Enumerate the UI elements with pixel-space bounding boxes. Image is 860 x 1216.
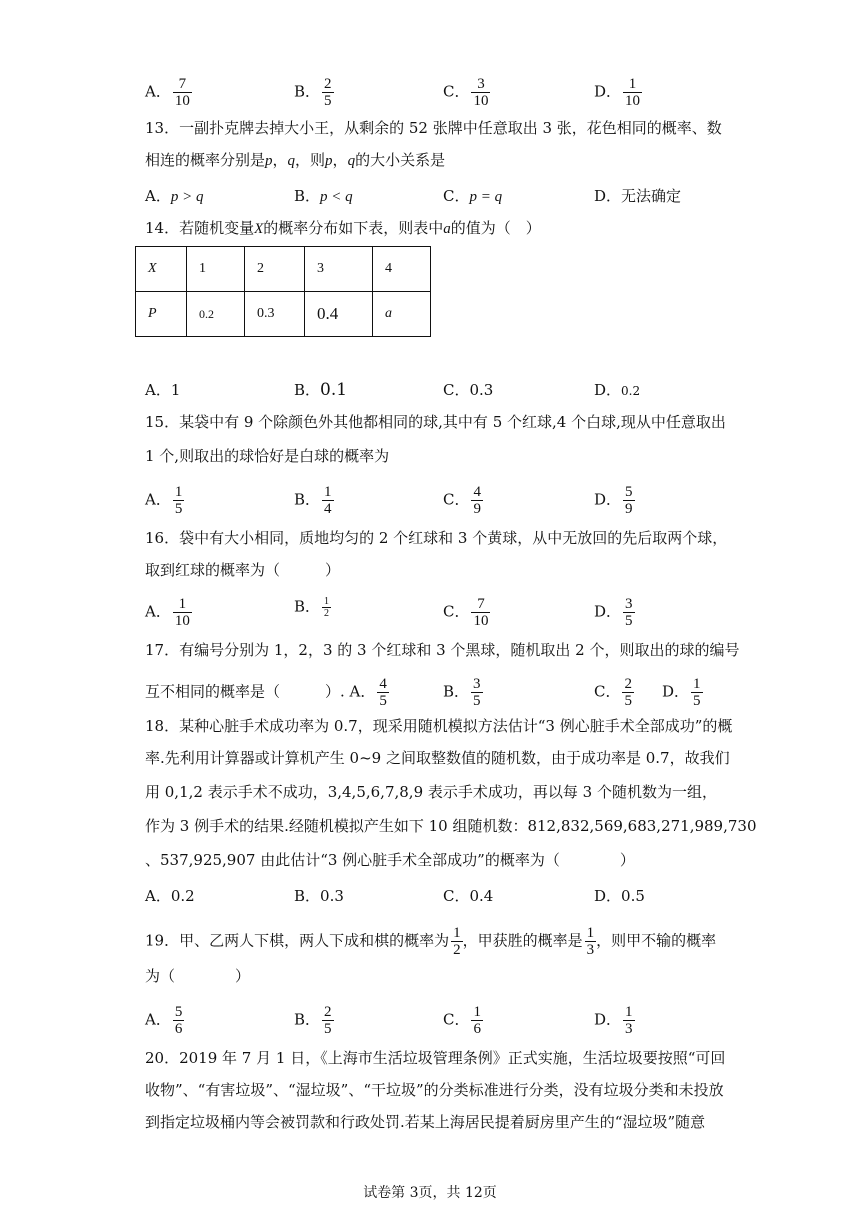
q15-option-c: C． $\frac{4}{9}$ <box>443 484 481 517</box>
q20-stem-line3: 到指定垃圾桶内等会被罚款和行政处罚.若某上海居民提着厨房里产生的“湿垃圾”随意 <box>145 1113 706 1131</box>
table-cell: 2 <box>245 247 305 292</box>
q15-option-b: B． $\frac{1}{4}$ <box>294 484 332 517</box>
q15-stem-line2: 1 个,则取出的球恰好是白球的概率为 <box>145 447 390 465</box>
q18-option-a: A．0.2 <box>145 887 195 905</box>
q16-stem-line1: 16．袋中有大小相同，质地均匀的 2 个红球和 3 个黄球，从中无放回的先后取两个球， <box>145 529 728 547</box>
q17-option-b: B． $\frac{3}{5}$ <box>443 676 481 709</box>
q19-stem-line1: 19．甲、乙两人下棋，两人下成和棋的概率为 $\frac{1}{2}$ ，甲获胜的概率是 $\frac{1}{3}$ ，则甲不输的概率 <box>145 925 717 958</box>
q17-stem-line2: 互不相同的概率是（ ）. A． $\frac{4}{5}$ <box>145 676 387 709</box>
q15-option-a: A． $\frac{1}{5}$ <box>145 484 183 517</box>
q18-option-c: C．0.4 <box>443 887 494 905</box>
q17-option-c: C． $\frac{2}{5}$ <box>594 676 632 709</box>
q18-stem-line5: 、537,925,907 由此估计“3 例心脏手术全部成功”的概率为（ ） <box>145 851 635 869</box>
q13-stem-line2: 相连的概率分别是p，q，则p，q的大小关系是 <box>145 151 446 169</box>
q12-option-a: A． $\frac{7}{10}$ <box>145 76 190 109</box>
q18-stem-line4: 作为 3 例手术的结果.经随机模拟产生如下 10 组随机数：812,832,569,683,271,989,730 <box>145 817 757 835</box>
q13-option-a: A．p > q <box>145 187 204 205</box>
q14-option-c: C．0.3 <box>443 381 494 399</box>
table-cell: 3 <box>305 247 373 292</box>
q19-option-c: C． $\frac{1}{6}$ <box>443 1004 481 1037</box>
q18-stem-line2: 率.先利用计算器或计算机产生 0~9 之间取整数值的随机数，由于成功率是 0.7，故我们 <box>145 749 730 767</box>
table-cell: 1 <box>187 247 245 292</box>
q16-option-a: A． $\frac{1}{10}$ <box>145 596 190 629</box>
table-cell: P <box>136 292 187 337</box>
table-cell: X <box>136 247 187 292</box>
q19-stem-line2: 为（ ） <box>145 967 251 985</box>
q12-option-d: D． $\frac{1}{10}$ <box>594 76 641 109</box>
q13-option-b: B．p < q <box>294 187 353 205</box>
q18-stem-line1: 18．某种心脏手术成功率为 0.7，现采用随机模拟方法估计“3 例心脏手术全部成功”的概 <box>145 717 733 735</box>
q20-stem-line2: 收物”、“有害垃圾”、“湿垃圾”、“干垃圾”的分类标准进行分类，没有垃圾分类和未投放 <box>145 1081 724 1099</box>
q13-option-c: C．p = q <box>443 187 503 205</box>
q17-option-d: D． $\frac{1}{5}$ <box>662 676 701 709</box>
q15-stem-line1: 15．某袋中有 9 个除颜色外其他都相同的球,其中有 5 个红球,4 个白球,现从中任意取出 <box>145 413 726 431</box>
table-cell: a <box>373 292 431 337</box>
q16-option-b: B． $\frac{1}{2}$ <box>294 596 330 619</box>
table-cell: 0.2 <box>187 292 245 337</box>
q12-option-b: B． $\frac{2}{5}$ <box>294 76 332 109</box>
q13-stem-line1: 13．一副扑克牌去掉大小王，从剩余的 52 张牌中任意取出 3 张，花色相同的概率、数 <box>145 119 722 137</box>
q19-option-b: B． $\frac{2}{5}$ <box>294 1004 332 1037</box>
q18-stem-line3: 用 0,1,2 表示手术不成功，3,4,5,6,7,8,9 表示手术成功，再以每 3 个随机数为一组， <box>145 783 717 801</box>
table-row <box>136 292 431 337</box>
table-cell: 0.3 <box>245 292 305 337</box>
q14-stem: 14．若随机变量X的概率分布如下表，则表中a的值为（ ） <box>145 219 541 237</box>
probability-distribution-table <box>135 246 431 337</box>
q16-option-c: C． $\frac{7}{10}$ <box>443 596 489 629</box>
q18-option-b: B．0.3 <box>294 887 344 905</box>
q20-stem-line1: 20．2019 年 7 月 1 日，《上海市生活垃圾管理条例》正式实施，生活垃圾要按照“可回 <box>145 1049 726 1067</box>
q15-option-d: D． $\frac{5}{9}$ <box>594 484 633 517</box>
q19-option-a: A． $\frac{5}{6}$ <box>145 1004 183 1037</box>
q16-option-d: D． $\frac{3}{5}$ <box>594 596 633 629</box>
q14-option-b: B．0.1 <box>294 380 348 400</box>
q14-option-d: D．0.2 <box>594 381 641 399</box>
page-footer: 试卷第 3页，共 12页 <box>363 1185 497 1201</box>
q14-option-a: A．1 <box>145 381 181 399</box>
table-cell: 4 <box>373 247 431 292</box>
q18-option-d: D．0.5 <box>594 887 645 905</box>
table-cell: 0.4 <box>305 292 373 337</box>
q16-stem-line2: 取到红球的概率为（ ） <box>145 561 341 579</box>
q12-option-c: C． $\frac{3}{10}$ <box>443 76 489 109</box>
q17-stem-line1: 17．有编号分别为 1，2，3 的 3 个红球和 3 个黑球，随机取出 2 个，则取出的球的编号 <box>145 641 740 659</box>
q13-option-d: D．无法确定 <box>594 187 682 205</box>
q19-option-d: D． $\frac{1}{3}$ <box>594 1004 633 1037</box>
table-row <box>136 247 431 292</box>
